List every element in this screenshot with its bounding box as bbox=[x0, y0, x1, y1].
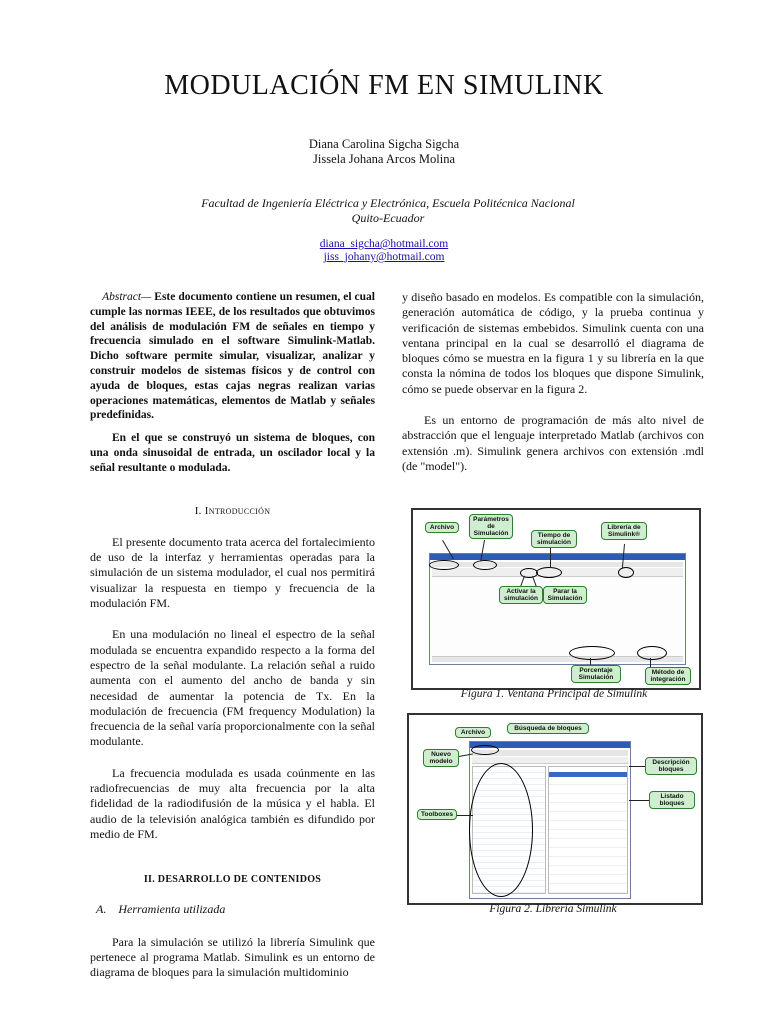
callout-busqueda: Búsqueda de bloques bbox=[507, 723, 589, 734]
intro-paragraph-3: La frecuencia modulada es usada coúnmente en las radiofrecuencias de muy alta frecuencia por la alta fidelidad de la radiodifusión de la música y el habla. El audio de la televisión analógica también es difundido por medio de FM. bbox=[90, 765, 375, 841]
author-1: Diana Carolina Sigcha Sigcha bbox=[308, 137, 460, 151]
author-2: Jissela Johana Arcos Molina bbox=[313, 152, 455, 166]
intro-paragraph-2: En una modulación no lineal el espectro de la señal modulada se encuentra expandido respecto a la forma del espectro de la señal modulante. La relación señal a ruido aumenta con el aumento del ancho de banda y sin necesidad de aumentar la potencia de Tx. En la modulación de frecuencia (FM frequency Modulation) la frecuencia de la señal varía proporcionalmente con la señal modulante. bbox=[90, 627, 375, 749]
figure-2 bbox=[407, 713, 703, 905]
figure-2-caption: Figura 2. Librería Simulink bbox=[489, 903, 617, 915]
libreria-highlight bbox=[618, 567, 634, 578]
email-link-2[interactable]: jiss_johany@hotmail.com bbox=[323, 251, 445, 263]
callout-toolboxes: Toolboxes bbox=[417, 809, 457, 820]
callout-parametros: Parámetros de Simulación bbox=[469, 514, 513, 539]
affiliation-line-1: Facultad de Ingeniería Eléctrica y Electrónica, Escuela Politécnica Nacional bbox=[201, 196, 575, 210]
toolboxes-highlight bbox=[469, 763, 533, 897]
intro-paragraph-1: El presente documento trata acerca del fortalecimiento de uso de la interfaz y herramientas operadas para la simulación de un sistema modulador, el cual nos permitirá visualizar la respuesta en tiempo y frecuencia de la modulación FM. bbox=[90, 534, 375, 611]
callout-parar: Parar la Simulación bbox=[543, 586, 587, 604]
affiliation bbox=[150, 196, 626, 226]
subsection-title: Herramienta utilizada bbox=[118, 901, 226, 916]
right-paragraph-2: Es un entorno de programación de más alto nivel de abstracción que el lenguaje interpretado Matlab (archivos con extensión .m). Simulink genera archivos con extensión .mdl (de "model"). bbox=[402, 413, 704, 473]
section-1-numeral: I. bbox=[194, 504, 202, 517]
callout-archivo: Archivo bbox=[425, 522, 459, 533]
abstract bbox=[90, 290, 375, 476]
section-2-heading: II. DESARROLLO DE CONTENIDOS bbox=[143, 874, 322, 886]
abstract-label: Abstract— bbox=[102, 291, 152, 303]
parametros-highlight bbox=[473, 560, 497, 570]
right-paragraph-1: y diseño basado en modelos. Es compatible con la simulación, generación automática de código, y la prueba continua y verificación de sistemas embebidos. Simulink cuenta con una ventana principal en la cual se desarrolló el diagrama de bloques cómo se muestra en la figura 1 y su librería en la que consta la nómina de todos los bloques que dispone Simulink, cómo se puede observar en la figura 2. bbox=[402, 290, 704, 396]
callout-listado: Listado bloques bbox=[649, 791, 695, 809]
section-1-title: Introducción bbox=[204, 504, 271, 517]
metodo-highlight bbox=[637, 646, 667, 660]
callout-activar: Activar la simulación bbox=[499, 586, 543, 604]
figure-1-caption: Figura 1. Ventana Principal de Simulink bbox=[460, 688, 648, 700]
callout-porcentaje: Porcentaje Simulación bbox=[571, 665, 621, 683]
callout-libreria: Librería de Simulink® bbox=[601, 522, 647, 540]
callout-descripcion: Descripción bloques bbox=[645, 757, 697, 775]
left-column bbox=[90, 290, 375, 981]
authors bbox=[0, 137, 768, 167]
subsection-heading bbox=[90, 902, 375, 917]
archivo-highlight bbox=[429, 560, 459, 570]
affiliation-line-2: Quito-Ecuador bbox=[351, 211, 425, 225]
callout-nuevo-modelo: Nuevo modelo bbox=[423, 749, 459, 767]
callout-metodo: Método de integración bbox=[645, 667, 691, 685]
dev-paragraph-1: Para la simulación se utilizó la librería Simulink que pertenece al programa Matlab. Simulink es un entorno de diagrama de bloques para la simulación multidominio bbox=[90, 934, 375, 980]
tiempo-highlight bbox=[536, 567, 562, 578]
callout-archivo-2: Archivo bbox=[455, 727, 491, 738]
callout-tiempo: Tiempo de simulación bbox=[531, 530, 577, 548]
archivo2-highlight bbox=[471, 745, 499, 755]
emails bbox=[0, 238, 768, 264]
figure-1 bbox=[411, 508, 701, 690]
right-column bbox=[402, 290, 704, 474]
abstract-paragraph-2: En el que se construyó un sistema de bloques, con una onda sinusoidal de entrada, un oscilador local y la señal resultante o modulada. bbox=[90, 432, 375, 474]
section-1-heading bbox=[90, 504, 375, 519]
paper-title: MODULACIÓN FM EN SIMULINK bbox=[164, 70, 604, 101]
email-link-1[interactable]: diana_sigcha@hotmail.com bbox=[319, 238, 449, 250]
subsection-label: A. bbox=[96, 901, 107, 916]
abstract-paragraph-1: Este documento contiene un resumen, el cual cumple las normas IEEE, de los resultados que obtuvimos del análisis de modulación FM de señales en tiempo y frecuencia simulado en el software Simulink-Matlab. Dicho software permite simular, visualizar, analizar y construir modelos de sistemas físicos y de control con ayuda de bloques, estas cajas negras realizan varias operaciones matemáticas, elementos de Matlab y señales predefinidas. bbox=[90, 291, 375, 422]
porcentaje-highlight bbox=[569, 646, 615, 660]
